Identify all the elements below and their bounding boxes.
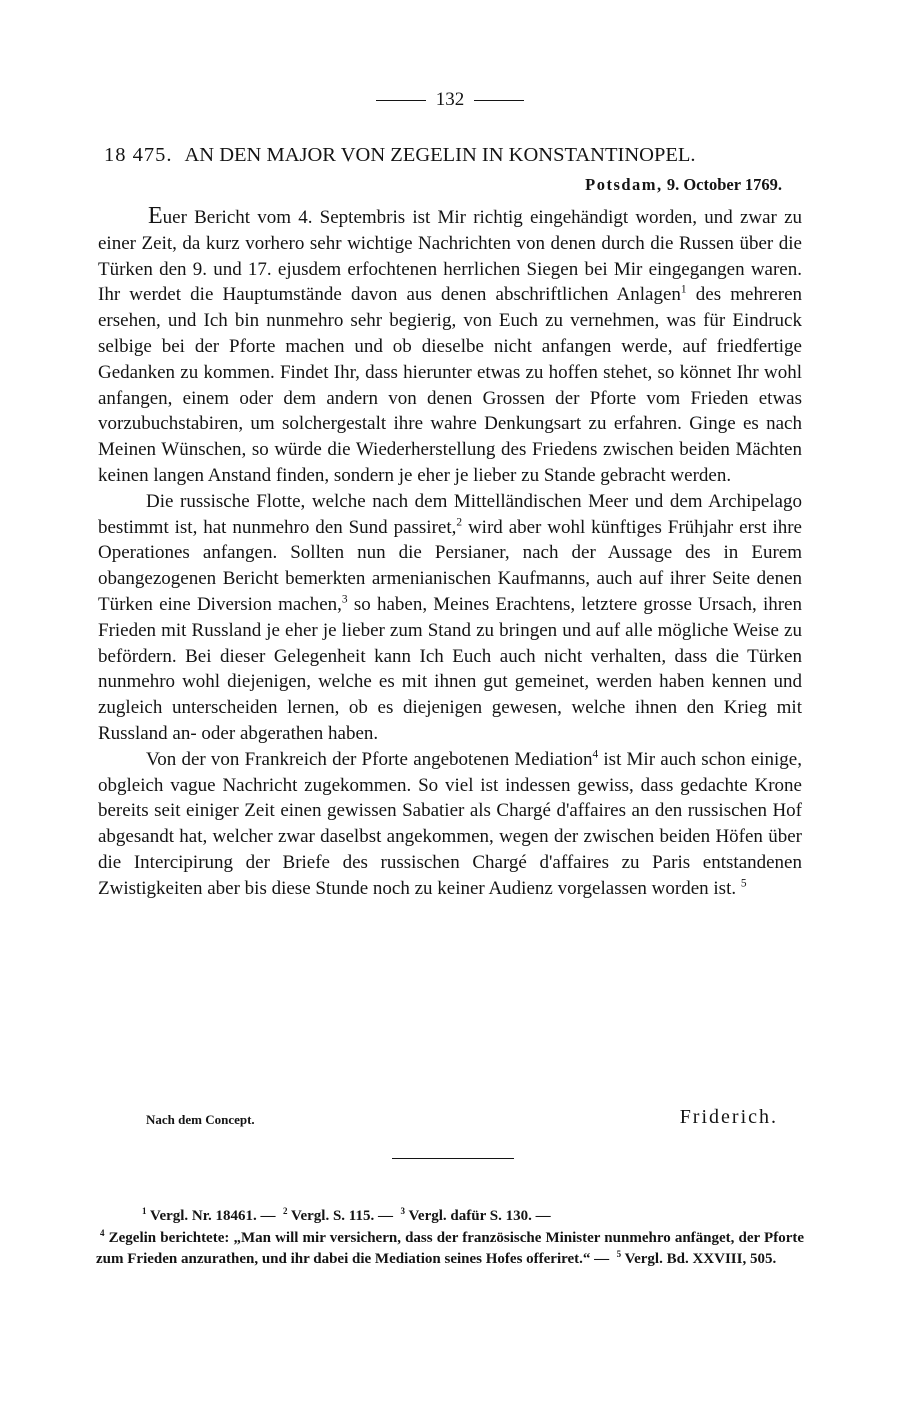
paragraph-1: [98, 204, 802, 489]
source-note: Nach dem Concept.: [146, 1112, 255, 1127]
paragraph-3-text-b: ist Mir auch schon einige, obgleich vague Nachricht zugekommen. So viel ist indessen gewiss, dass gedachte Krone bereits seit einiger Zeit einen gewissen Sabatier als Chargé d'affaires an den russischen Hof abgesandt hat, welcher zwar daselbst angekommen, wegen der zwischen beiden Höfen über die Intercipirung der Briefe des russischen Chargé d'affaires zu Paris entstandenen Zwistigkeiten aber bis diese Stunde noch zu keiner Audienz vorgelassen worden ist.: [98, 748, 802, 899]
footnote-4: Zegelin berichtete: „Man will mir versichern, dass der französische Minister nunmehro anfänget, der Pforte zum Frieden anzurathen, und ihr dabei die Mediation seines Hofes offeriret.“ —: [96, 1229, 804, 1267]
footnote-separator: [392, 1158, 514, 1159]
paragraph-2-text-b: wird aber wohl künftiges Frühjahr erst ihre Operationes anfangen. Sollten nun die Persianer, nach der Aussage des in Eurem obangezogenen Bericht bemerkten armenianischen Kaufmanns, auch auf ihrer Seite denen Türken eine Diversion machen,: [98, 516, 802, 615]
paragraph-2-text-a: Die russische Flotte, welche nach dem Mittelländischen Meer und dem Archipelago bestimmt ist, hat nunmehro den Sund passiret,: [98, 490, 802, 538]
paragraph-1-text-b: des mehreren ersehen, und Ich bin nunmehro sehr begierig, von Euch zu vernehmen, was für Eindruck selbige bei der Pforte machen und ob dieselbe nicht anfangen werde, auf friedfertige Gedanken zu kommen. Findet Ihr, dass hierunter etwas zu hoffen stehet, so könnet Ihr wohl anfangen, einem oder dem andern von denen Grossen der Pforte vom Frieden etwas vorzubuchstabiren, um solchergestalt ihre wahre Denkungsart zu erfahren. Ginge es nach Meinen Wünschen, so würde die Wiederherstellung des Friedens zwischen beiden Mächten keinen langen Anstand finden, sondern je eher je lieber zu Stande gebracht werden.: [98, 284, 803, 486]
paragraph-3-text-a: Von der von Frankreich der Pforte angebotenen Mediation: [146, 748, 593, 770]
page-number: 132: [435, 89, 465, 110]
footnote-mark-5: 5: [616, 1249, 622, 1259]
signature: Friderich.: [679, 1106, 778, 1128]
footnotes: [96, 1206, 804, 1271]
footnote-mark-1: 1: [142, 1206, 147, 1216]
letter-date: 9. October 1769.: [666, 175, 782, 194]
footnote-ref-4: 4: [592, 748, 599, 761]
letter-heading: [104, 142, 804, 168]
footnote-ref-3: 3: [341, 593, 348, 606]
paragraph-2-text-c: so haben, Meines Erachtens, letztere grosse Ursach, ihren Frieden mit Russland je eher je lieber zum Stand zu bringen und auf alle mögliche Weise zu befördern. Bei dieser Gelegenheit kann Ich Euch auch nicht verhalten, dass die Türken nunmehro wohl diejenigen, welche es mit ihnen gut gemeinet, werden haben kennen und zugleich unterscheiden lernen, ob es diejenigen gewesen, welche ihnen den Krieg mit Russland an- oder abgerathen haben.: [98, 593, 802, 744]
footnote-2: Vergl. S. 115. —: [291, 1208, 393, 1224]
header-dash-left: [376, 100, 426, 101]
initial-letter: E: [148, 203, 163, 229]
paragraph-2: [98, 489, 802, 747]
footnotes-line-1: [96, 1206, 804, 1228]
letter-title: AN DEN MAJOR VON ZEGELIN IN KONSTANTINOPEL.: [184, 144, 696, 166]
footnote-1: Vergl. Nr. 18461. —: [149, 1208, 276, 1224]
footnote-ref-2: 2: [456, 516, 463, 529]
footnote-3: Vergl. dafür S. 130. —: [408, 1208, 551, 1224]
place-date-line: [585, 174, 782, 196]
paragraph-3: [98, 747, 802, 902]
footnote-ref-5: 5: [740, 877, 747, 890]
footnote-mark-3: 3: [400, 1206, 405, 1216]
paragraph-1-text-a: uer Bericht vom 4. Septembris ist Mir richtig eingehändigt worden, und zwar zu einer Zeit, da kurz vorhero sehr wichtige Nachrichten von denen durch die Russen über die Türken den 9. und 17. ejusdem erfochtenen herrlichen Siegen bei Mir eingegangen waren. Ihr werdet die Hauptumstände davon aus denen abschriftlichen Anlagen: [98, 207, 802, 306]
footnotes-line-2: [96, 1228, 804, 1271]
footnote-mark-4: 4: [100, 1227, 105, 1238]
letter-body: [98, 204, 802, 902]
header-dash-right: [474, 100, 524, 101]
footnote-mark-2: 2: [283, 1206, 288, 1216]
page-header: [0, 88, 900, 112]
footnote-ref-1: 1: [680, 284, 687, 297]
letter-number: 18 475.: [104, 144, 173, 166]
letter-place: Potsdam,: [585, 175, 663, 194]
footnote-5: Vergl. Bd. XXVIII, 505.: [624, 1251, 777, 1267]
